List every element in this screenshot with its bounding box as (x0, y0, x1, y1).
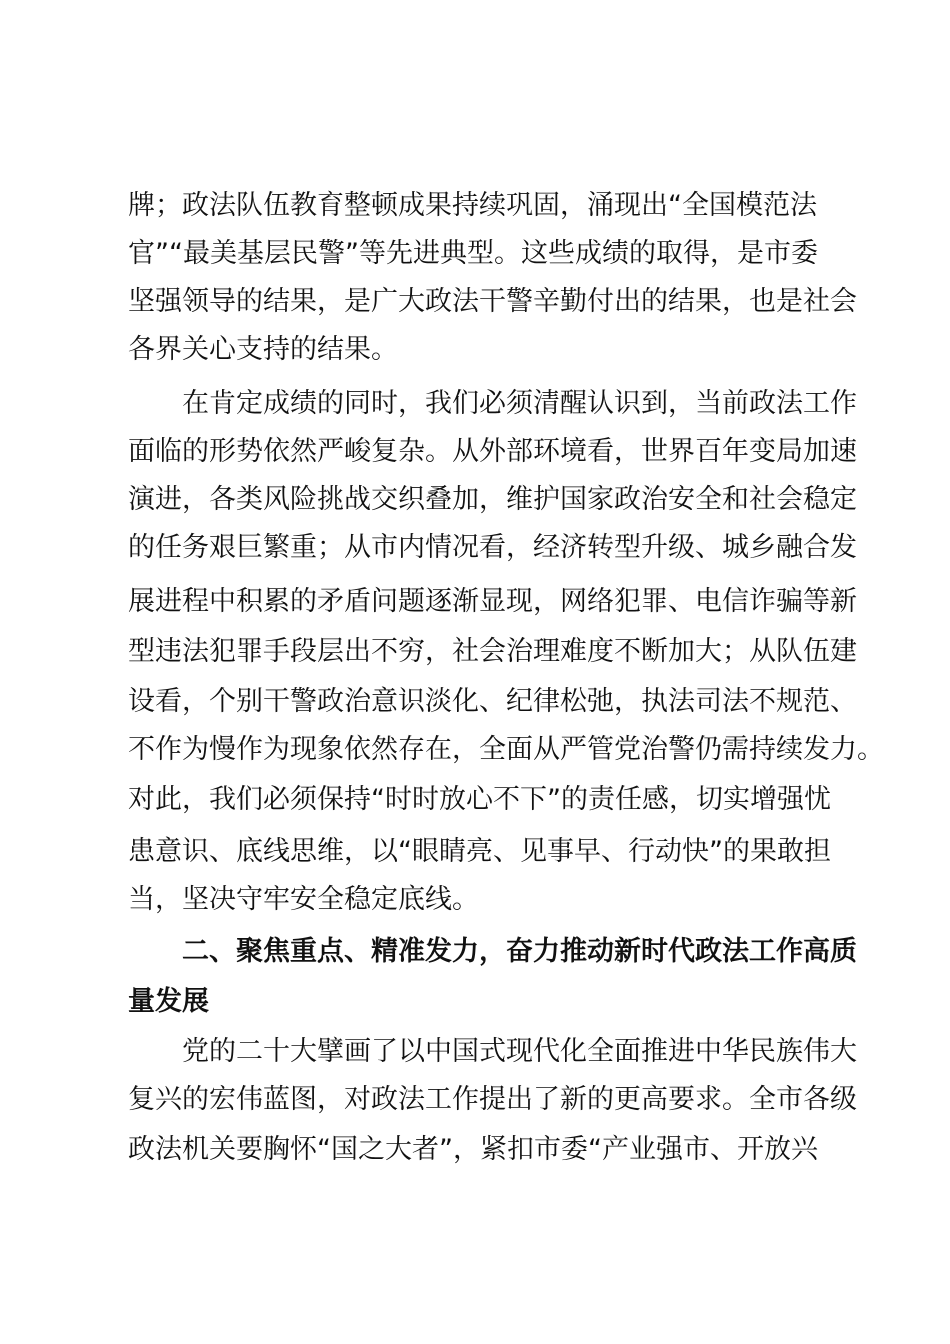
text-line: 不作为慢作为现象依然存在，全面从严管党治警仍需持续发力。 (128, 734, 884, 765)
text-line: 面临的形势依然严峻复杂。从外部环境看，世界百年变局加速 (128, 436, 857, 467)
text-line: 政法机关要胸怀“国之大者”，紧扣市委“产业强市、开放兴 (128, 1134, 818, 1165)
paragraph-first-line: 在肯定成绩的同时，我们必须清醒认识到，当前政法工作 (182, 388, 857, 419)
text-line: 官”“最美基层民警”等先进典型。这些成绩的取得，是市委 (128, 238, 818, 269)
text-line: 对此，我们必须保持“时时放心不下”的责任感，切实增强忧 (128, 784, 831, 815)
text-line: 演进，各类风险挑战交织叠加，维护国家政治安全和社会稳定 (128, 484, 857, 515)
text-line: 展进程中积累的矛盾问题逐渐显现，网络犯罪、电信诈骗等新 (128, 586, 857, 617)
section-heading-continued: 量发展 (128, 986, 209, 1017)
text-line: 当，坚决守牢安全稳定底线。 (128, 884, 479, 915)
text-line: 患意识、底线思维，以“眼睛亮、见事早、行动快”的果敢担 (128, 836, 831, 867)
paragraph-first-line: 党的二十大擘画了以中国式现代化全面推进中华民族伟大 (182, 1036, 857, 1067)
section-heading: 二、聚焦重点、精准发力，奋力推动新时代政法工作高质 (182, 936, 857, 967)
text-line: 型违法犯罪手段层出不穷，社会治理难度不断加大；从队伍建 (128, 636, 857, 667)
text-line: 各界关心支持的结果。 (128, 334, 398, 365)
text-line: 牌；政法队伍教育整顿成果持续巩固，涌现出“全国模范法 (128, 190, 817, 221)
text-line: 设看，个别干警政治意识淡化、纪律松弛，执法司法不规范、 (128, 686, 857, 717)
text-line: 的任务艰巨繁重；从市内情况看，经济转型升级、城乡融合发 (128, 532, 857, 563)
text-line: 复兴的宏伟蓝图，对政法工作提出了新的更高要求。全市各级 (128, 1084, 857, 1115)
text-line: 坚强领导的结果，是广大政法干警辛勤付出的结果，也是社会 (128, 286, 857, 317)
